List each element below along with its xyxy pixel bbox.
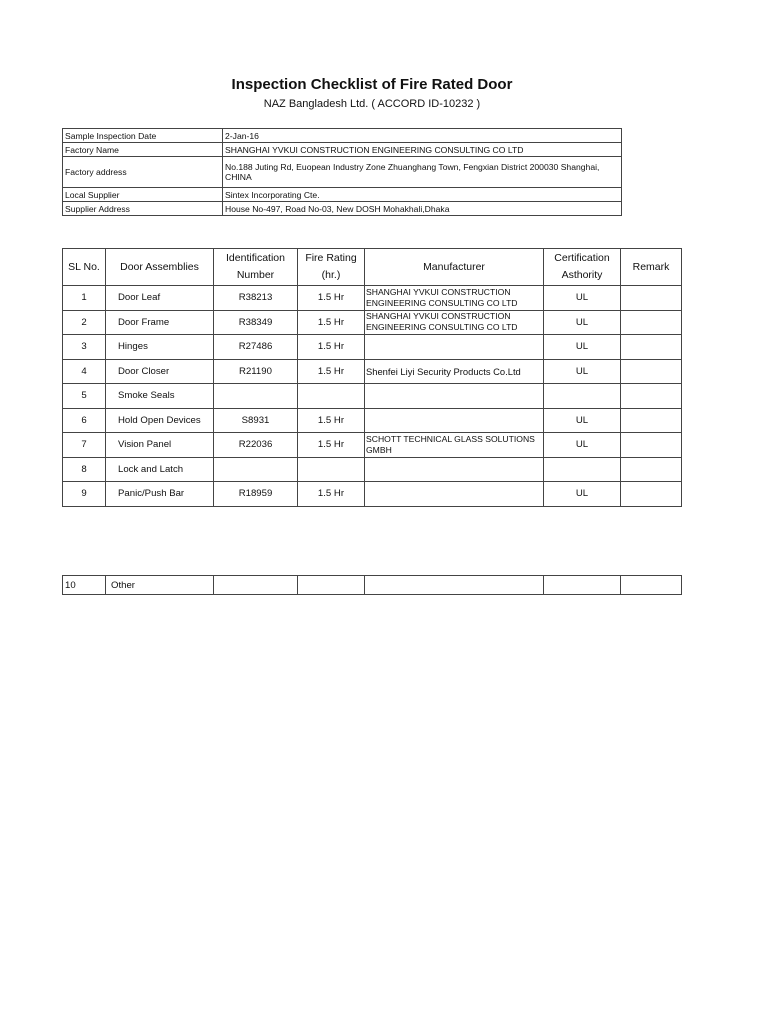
- cell-identification-number: S8931: [214, 408, 298, 433]
- cell-manufacturer: Shenfei Liyi Security Products Co.Ltd: [365, 359, 544, 384]
- info-value: SHANGHAI YVKUI CONSTRUCTION ENGINEERING CONSULTING CO LTD: [223, 143, 622, 157]
- cell-sl-no: 8: [63, 457, 106, 482]
- cell-remark: [621, 482, 682, 507]
- cell-sl-no: 6: [63, 408, 106, 433]
- cell-sl-no: 4: [63, 359, 106, 384]
- cell-remark: [621, 576, 682, 595]
- info-label: Supplier Address: [63, 202, 223, 216]
- cell-identification-number: R38349: [214, 310, 298, 335]
- document-subtitle: NAZ Bangladesh Ltd. ( ACCORD ID-10232 ): [263, 98, 481, 110]
- header-certification: Certification Asthority: [544, 249, 621, 286]
- cell-certification: UL: [544, 359, 621, 384]
- cell-door-assembly: Door Leaf: [106, 286, 214, 311]
- cell-sl-no: 10: [63, 576, 106, 595]
- table-row: [63, 286, 682, 311]
- cell-certification: [544, 576, 621, 595]
- cell-remark: [621, 433, 682, 458]
- door-assemblies-table: [62, 248, 682, 507]
- cell-sl-no: 5: [63, 384, 106, 409]
- cell-fire-rating: [298, 384, 365, 409]
- table-row: [63, 457, 682, 482]
- cell-certification: UL: [544, 310, 621, 335]
- other-table: [62, 575, 682, 595]
- cell-manufacturer: SCHOTT TECHNICAL GLASS SOLUTIONS GMBH: [365, 433, 544, 458]
- cell-remark: [621, 310, 682, 335]
- cell-manufacturer: SHANGHAI YVKUI CONSTRUCTION ENGINEERING CONSULTING CO LTD: [365, 310, 544, 335]
- cell-identification-number: R18959: [214, 482, 298, 507]
- cell-door-assembly: Door Closer: [106, 359, 214, 384]
- document-title: Inspection Checklist of Fire Rated Door: [231, 76, 513, 93]
- cell-fire-rating: 1.5 Hr: [298, 482, 365, 507]
- info-row-local-supplier: [63, 188, 622, 202]
- cell-door-assembly: Vision Panel: [106, 433, 214, 458]
- header-fire-rating: Fire Rating (hr.): [298, 249, 365, 286]
- info-row-supplier-address: [63, 202, 622, 216]
- info-label: Sample Inspection Date: [63, 129, 223, 143]
- info-label: Factory Name: [63, 143, 223, 157]
- cell-certification: [544, 384, 621, 409]
- header-door-assemblies: Door Assemblies: [106, 249, 214, 286]
- cell-door-assembly: Door Frame: [106, 310, 214, 335]
- table-row: [63, 433, 682, 458]
- cell-sl-no: 2: [63, 310, 106, 335]
- cell-remark: [621, 457, 682, 482]
- cell-certification: UL: [544, 286, 621, 311]
- info-value: Sintex Incorporating Cte.: [223, 188, 622, 202]
- cell-fire-rating: 1.5 Hr: [298, 286, 365, 311]
- cell-identification-number: R22036: [214, 433, 298, 458]
- cell-certification: UL: [544, 408, 621, 433]
- cell-fire-rating: [298, 576, 365, 595]
- cell-manufacturer: [365, 384, 544, 409]
- cell-remark: [621, 335, 682, 360]
- cell-certification: [544, 457, 621, 482]
- cell-identification-number: [214, 457, 298, 482]
- header-sl-no: SL No.: [63, 249, 106, 286]
- info-label: Local Supplier: [63, 188, 223, 202]
- table-row: [63, 482, 682, 507]
- info-value: No.188 Juting Rd, Euopean Industry Zone Zhuanghang Town, Fengxian District 200030 Shanghai, CHINA: [223, 157, 622, 188]
- cell-door-assembly: Panic/Push Bar: [106, 482, 214, 507]
- table-row: [63, 335, 682, 360]
- header-identification-number: Identification Number: [214, 249, 298, 286]
- info-table: [62, 128, 622, 216]
- cell-sl-no: 7: [63, 433, 106, 458]
- cell-identification-number: R21190: [214, 359, 298, 384]
- info-value: House No-497, Road No-03, New DOSH Mohakhali,Dhaka: [223, 202, 622, 216]
- cell-manufacturer: [365, 576, 544, 595]
- cell-sl-no: 1: [63, 286, 106, 311]
- cell-fire-rating: 1.5 Hr: [298, 408, 365, 433]
- cell-door-assembly: Lock and Latch: [106, 457, 214, 482]
- table-row-other: [63, 576, 682, 595]
- cell-identification-number: R27486: [214, 335, 298, 360]
- cell-fire-rating: 1.5 Hr: [298, 433, 365, 458]
- cell-manufacturer: [365, 408, 544, 433]
- info-label: Factory address: [63, 157, 223, 188]
- cell-certification: UL: [544, 335, 621, 360]
- cell-fire-rating: [298, 457, 365, 482]
- cell-remark: [621, 408, 682, 433]
- table-row: [63, 310, 682, 335]
- cell-remark: [621, 384, 682, 409]
- cell-manufacturer: SHANGHAI YVKUI CONSTRUCTION ENGINEERING CONSULTING CO LTD: [365, 286, 544, 311]
- header-manufacturer: Manufacturer: [365, 249, 544, 286]
- cell-identification-number: R38213: [214, 286, 298, 311]
- cell-door-assembly: Hinges: [106, 335, 214, 360]
- cell-sl-no: 9: [63, 482, 106, 507]
- info-row-factory-address: [63, 157, 622, 188]
- cell-remark: [621, 359, 682, 384]
- cell-manufacturer: [365, 482, 544, 507]
- info-row-inspection-date: [63, 129, 622, 143]
- cell-remark: [621, 286, 682, 311]
- table-row: [63, 408, 682, 433]
- cell-door-assembly: Other: [106, 576, 214, 595]
- cell-identification-number: [214, 384, 298, 409]
- cell-fire-rating: 1.5 Hr: [298, 335, 365, 360]
- header-remark: Remark: [621, 249, 682, 286]
- info-value: 2-Jan-16: [223, 129, 622, 143]
- cell-door-assembly: Smoke Seals: [106, 384, 214, 409]
- info-row-factory-name: [63, 143, 622, 157]
- table-row: [63, 384, 682, 409]
- cell-certification: UL: [544, 433, 621, 458]
- cell-fire-rating: 1.5 Hr: [298, 310, 365, 335]
- cell-identification-number: [214, 576, 298, 595]
- cell-certification: UL: [544, 482, 621, 507]
- cell-manufacturer: [365, 457, 544, 482]
- table-row: [63, 359, 682, 384]
- cell-fire-rating: 1.5 Hr: [298, 359, 365, 384]
- cell-manufacturer: [365, 335, 544, 360]
- cell-sl-no: 3: [63, 335, 106, 360]
- table-header-row: [63, 249, 682, 286]
- cell-door-assembly: Hold Open Devices: [106, 408, 214, 433]
